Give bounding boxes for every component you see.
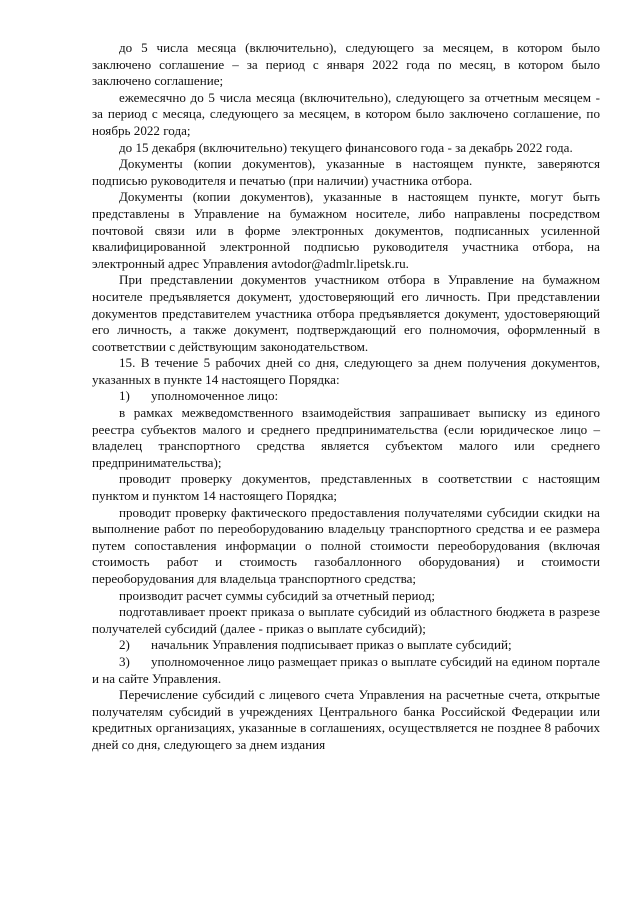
list-item-1 — [92, 388, 600, 405]
paragraph-check-documents: проводит проверку документов, представленных в соответствии с настоящим пунктом и пунктом 14 настоящего Порядка; — [92, 471, 600, 504]
list-item-number: 3) — [119, 653, 130, 669]
list-item-number: 2) — [119, 637, 130, 653]
list-item-2 — [92, 637, 600, 654]
paragraph-deadline-3: до 15 декабря (включительно) текущего финансового года - за декабрь 2022 года. — [119, 139, 573, 155]
list-item-text: уполномоченное лицо размещает приказ о выплате субсидий на едином портале и на сайте Управления. — [92, 653, 600, 686]
list-item-text: начальник Управления подписывает приказ о выплате субсидий; — [151, 637, 512, 653]
document-page — [92, 40, 600, 754]
paragraph-deadline-1: до 5 числа месяца (включительно), следующего за месяцем, в котором было заключено соглашение – за период с января 2022 года по месяц, в котором было заключено соглашение; — [92, 40, 600, 89]
list-item-number: 1) — [119, 388, 130, 404]
list-item-3 — [92, 654, 600, 687]
list-item-text: уполномоченное лицо: — [151, 388, 279, 404]
paragraph-identity: При представлении документов участником отбора в Управление на бумажном носителе предъявляется документ, удостоверяющий его личность. При представлении документов представителем участника отбора предъявляется документ, удостоверяющий его личность, а также документ, подтверждающий его полномочия, оформленный в соответствии с действующим законодательством. — [92, 272, 600, 354]
paragraph-request-extract: в рамках межведомственного взаимодействия запрашивает выписку из единого реестра субъектов малого и среднего предпринимательства (если юридическое лицо – владелец транспортного средства является субъектом малого или среднего предпринимательства); — [92, 405, 600, 470]
paragraph-clause-15: 15. В течение 5 рабочих дней со дня, следующего за днем получения документов, указанных в пункте 14 настоящего Порядка: — [92, 355, 600, 387]
paragraph-check-discount: проводит проверку фактического предоставления получателями субсидии скидки на выполнение работ по переоборудованию владельцу транспортного средства и ее размера путем сопоставления информации о полной стоимости переоборудования (включая стоимость работ и стоимость газобаллонного оборудования) и стоимости переоборудования для владельца транспортного средства; — [92, 504, 600, 586]
paragraph-submission: Документы (копии документов), указанные в настоящем пункте, могут быть представлены в Управление на бумажном носителе, либо направлены посредством почтовой связи или в форме электронных документов, подписанных усиленной квалифицированной электронной подписью руководителя участника отбора, на электронный адрес Управления avtodor@admlr.lipetsk.ru. — [92, 189, 600, 271]
paragraph-draft-order: подготавливает проект приказа о выплате субсидий из областного бюджета в разрезе получателей субсидий (далее - приказ о выплате субсидий); — [92, 604, 600, 636]
paragraph-certification: Документы (копии документов), указанные в настоящем пункте, заверяются подписью руководителя и печатью (при наличии) участника отбора. — [92, 156, 600, 188]
paragraph-deadline-2: ежемесячно до 5 числа месяца (включительно), следующего за отчетным месяцем - за период с месяца, следующего за месяцем, в котором было заключено соглашение, по ноябрь 2022 года; — [92, 89, 600, 138]
paragraph-transfer: Перечисление субсидий с лицевого счета Управления на расчетные счета, открытые получателям субсидий в учреждениях Центрального банка Российской Федерации или кредитных организациях, указанные в соглашениях, осуществляется не позднее 8 рабочих дней со дня, следующего за днем издания — [92, 687, 600, 752]
paragraph-calculation: производит расчет суммы субсидий за отчетный период; — [119, 587, 436, 603]
